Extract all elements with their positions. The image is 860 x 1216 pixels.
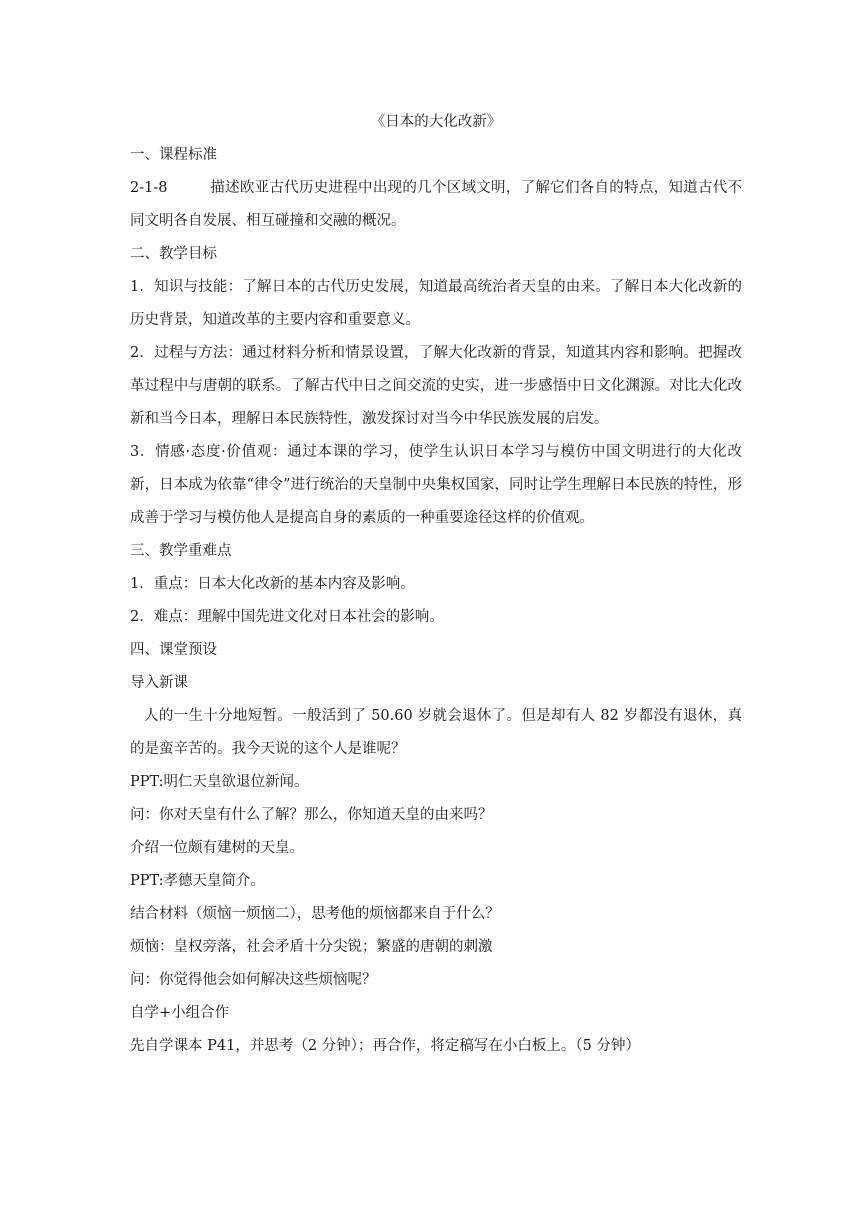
lesson-line: 烦恼：皇权旁落，社会矛盾十分尖锐；繁盛的唐朝的刺激	[130, 939, 493, 955]
section-heading-teaching-objectives: 二、教学目标	[130, 246, 217, 262]
section-heading-lesson-plan: 四、课堂预设	[130, 642, 217, 658]
lesson-line: PPT:孝德天皇简介。	[130, 873, 266, 889]
objective-knowledge-skills: 1．知识与技能：了解日本的古代历史发展，知道最高统治者天皇的由来。了解日本大化改新的历史背景，知道改革的主要内容和重要意义。	[130, 279, 742, 328]
lesson-line: 问：你觉得他会如何解决这些烦恼呢？	[130, 972, 377, 988]
curriculum-standard-paragraph	[130, 172, 742, 238]
standard-code: 2-1-8	[130, 180, 168, 196]
lesson-line: 问：你对天皇有什么了解？那么，你知道天皇的由来吗？	[130, 807, 493, 823]
lesson-line: 介绍一位颇有建树的天皇。	[130, 840, 304, 856]
lesson-line: 自学+小组合作	[130, 1005, 230, 1021]
subheading-introduction: 导入新课	[130, 675, 188, 691]
difficult-point-item: 2．难点：理解中国先进文化对日本社会的影响。	[130, 609, 444, 625]
lesson-line: PPT:明仁天皇欲退位新闻。	[130, 774, 309, 790]
objective-process-methods: 2．过程与方法：通过材料分析和情景设置，了解大化改新的背景，知道其内容和影响。把握改革过程中与唐朝的联系。了解古代中日之间交流的史实，进一步感悟中日文化渊源。对比大化改新和当今日本，理解日本民族特性，激发探讨对当今中华民族发展的启发。	[130, 345, 742, 427]
section-heading-curriculum-standard: 一、课程标准	[130, 147, 217, 163]
lesson-line: 先自学课本 P41，并思考（2 分钟）；再合作，将定稿写在小白板上。（5 分钟）	[130, 1038, 640, 1054]
document-page	[130, 106, 742, 1063]
objective-values: 3．情感·态度·价值观：通过本课的学习，使学生认识日本学习与模仿中国文明进行的大化改新，日本成为依靠“律令”进行统治的天皇制中央集权国家，同时让学生理解日本民族的特性，形成善于学习与模仿他人是提高自身的素质的一种重要途径这样的价值观。	[130, 444, 742, 526]
document-title: 《日本的大化改新》	[370, 114, 502, 130]
key-point-item: 1．重点：日本大化改新的基本内容及影响。	[130, 576, 415, 592]
lesson-line: 结合材料（烦恼一烦恼二），思考他的烦恼都来自于什么？	[130, 906, 500, 922]
standard-text: 描述欧亚古代历史进程中出现的几个区域文明，了解它们各自的特点，知道古代不同文明各自发展、相互碰撞和交融的概况。	[130, 180, 742, 229]
introduction-paragraph: 人的一生十分地短暂。一般活到了 50.60 岁就会退休了。但是却有人 82 岁都没有退休，真的是蛮辛苦的。我今天说的这个人是谁呢？	[130, 708, 742, 757]
section-heading-key-points: 三、教学重难点	[130, 543, 232, 559]
